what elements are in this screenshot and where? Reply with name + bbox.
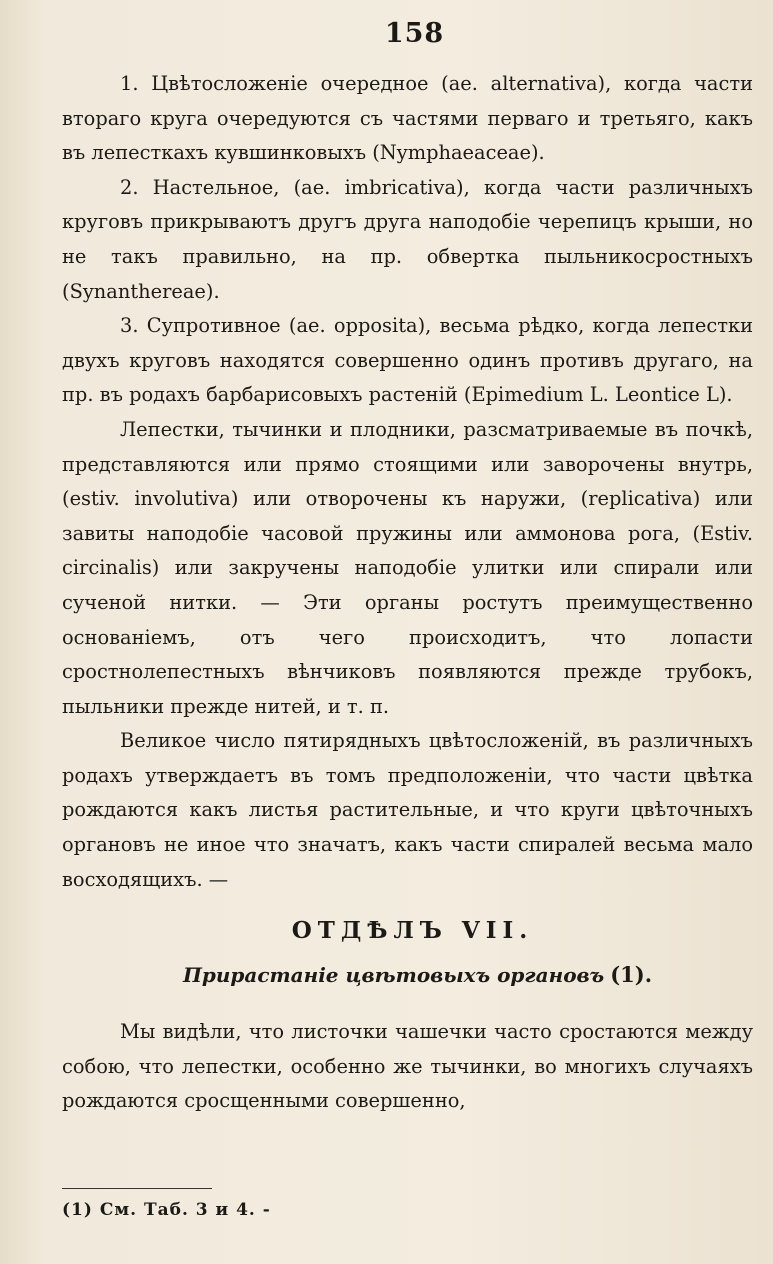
paragraph-6: Мы видѣли, что листочки чашечки часто сростаются между собою, что лепестки, особенно же тычинки, во многихъ случаяхъ рождаются сросщенными совершенно,: [62, 1020, 753, 1113]
paragraph-3: 3. Супротивное (ae. opposita), весьма рѣдко, когда лепестки двухъ круговъ находятся совершенно одинъ противъ другаго, на пр. въ родахъ барбарисовыхъ растеній (Epimedium L. Leontice L).: [62, 314, 753, 407]
footnote: (1) См. Таб. 3 и 4. -: [62, 1200, 271, 1220]
paragraph-1: 1. Цвѣтосложеніе очередное (ae. alternativa), когда части втораго круга очередуются съ частями перваго и третьяго, какъ въ лепесткахъ кувшинковыхъ (Nymphaeaceae).: [62, 72, 753, 165]
subheading-text: Прирастаніе цвѣтовыхъ органовъ: [182, 963, 605, 988]
paragraph-2: 2. Настельное, (ae. imbricativa), когда части различныхъ круговъ прикрываютъ другъ друга наподобіе черепицъ крыши, но не такъ правильно, на пр. обвертка пыльникосростныхъ (Synanthereae).: [62, 175, 753, 303]
footnote-rule: [62, 1188, 212, 1189]
paragraph-5: Великое число пятирядныхъ цвѣтосложеній, въ различныхъ родахъ утверждаетъ въ томъ предположеніи, что части цвѣтка рождаются какъ листья растительные, и что круги цвѣточныхъ органовъ не иное что значатъ, какъ части спиралей весьма мало восходящихъ. —: [62, 729, 753, 891]
section-subheading: [62, 962, 753, 987]
section-heading: ОТДѢЛЪ VII.: [291, 917, 534, 945]
paragraph-4: Лепестки, тычинки и плодники, разсматриваемые въ почкѣ, представляются или прямо стоящими или заворочены внутрь, (estiv. involutiva) или отворочены къ наружи, (replicativa) или завиты наподобіе часовой пружины или аммонова рога, (Estiv. circinalis) или закручены наподобіе улитки или спирали или сученой нитки. — Эти органы ростутъ преимущественно основаніемъ, отъ чего происходитъ, что лопасти сростнолепестныхъ вѣнчиковъ появляются прежде трубокъ, пыльники прежде нитей, и т. п.: [62, 417, 753, 718]
body-text: [62, 67, 753, 1119]
footnote-reference: (1).: [610, 962, 653, 988]
page-number: 158: [384, 18, 445, 49]
